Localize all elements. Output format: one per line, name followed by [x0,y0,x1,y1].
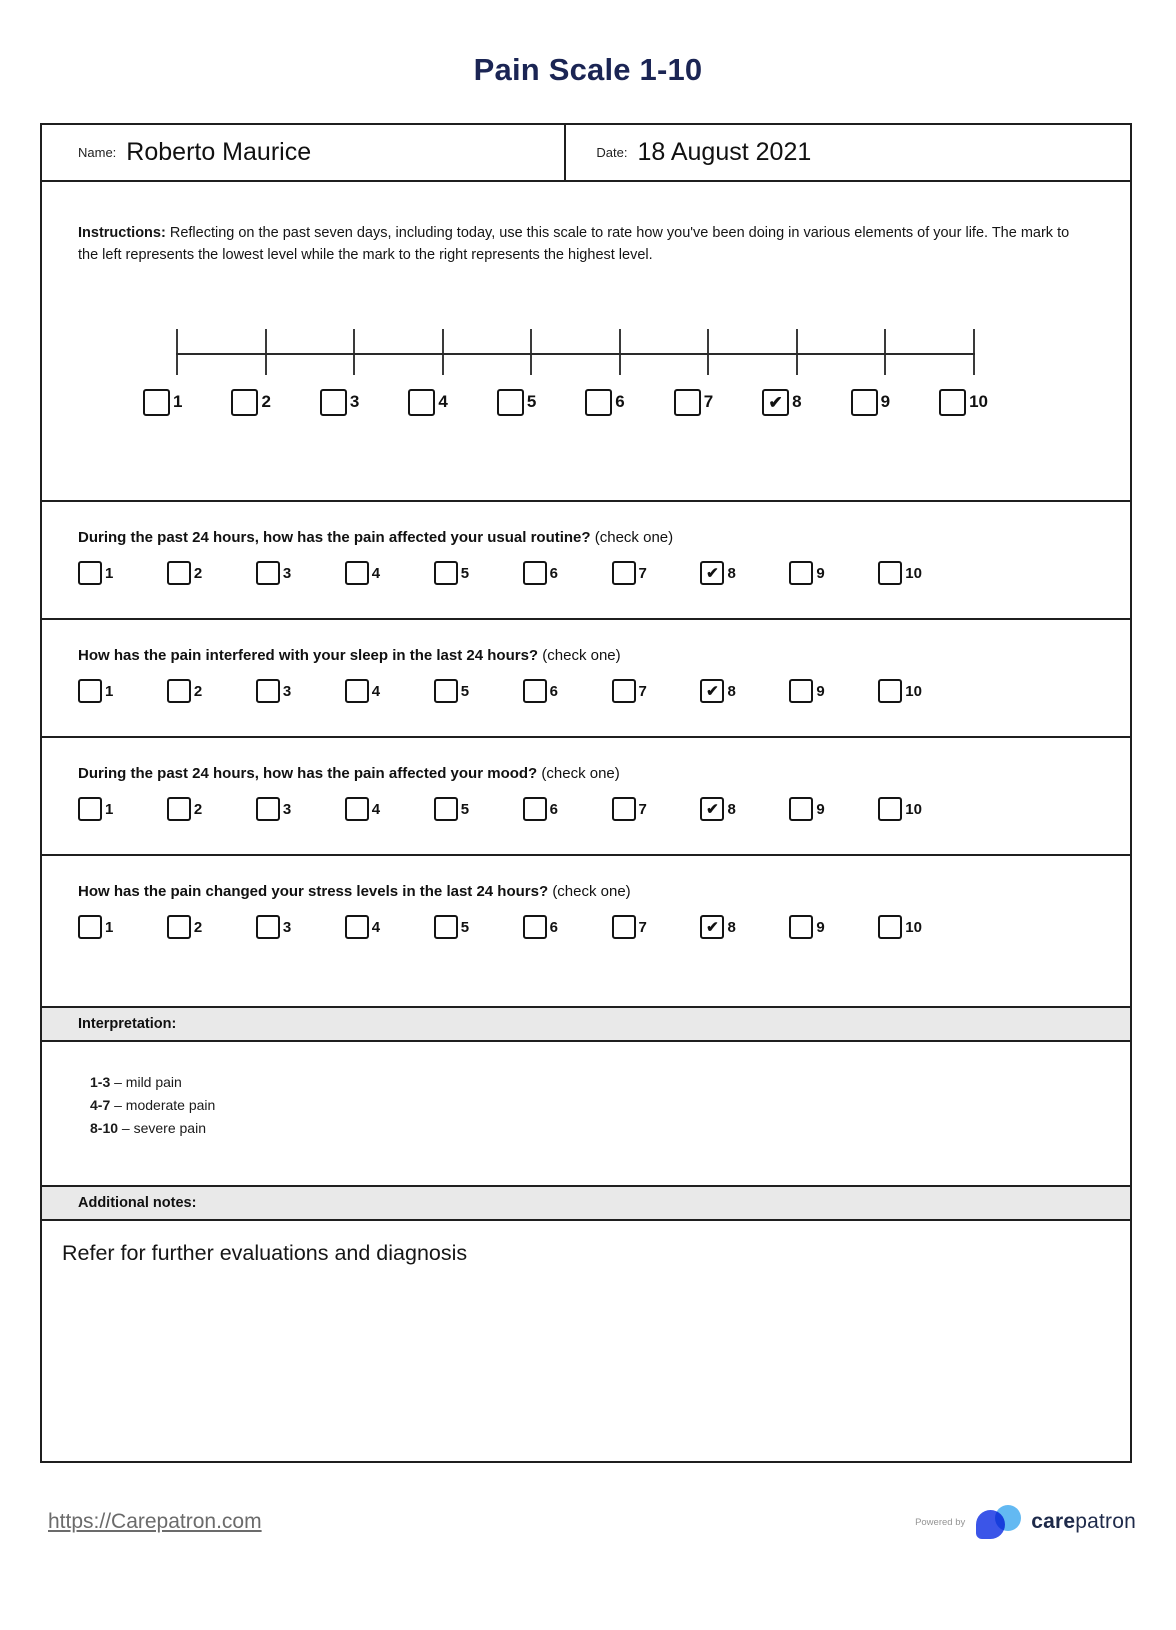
checkbox[interactable] [78,797,102,821]
checkbox[interactable] [939,389,966,416]
pain-option-4[interactable] [345,561,380,585]
form-table [40,123,1132,1463]
pain-option-10[interactable] [878,679,922,703]
checkbox[interactable] [523,915,547,939]
notes-body[interactable] [42,1221,1130,1461]
pain-option-7[interactable] [612,797,647,821]
checkbox[interactable] [789,797,813,821]
instructions-label: Instructions: [78,225,166,241]
checkbox[interactable] [78,561,102,585]
checkbox[interactable] [231,389,258,416]
pain-option-9[interactable] [851,389,890,416]
question-prompt: How has the pain interfered with your sleep in the last 24 hours? (check one) [78,647,621,664]
checkbox[interactable] [878,561,902,585]
pain-option-3[interactable] [256,679,291,703]
checkbox[interactable] [497,389,524,416]
option-label: 9 [816,918,825,936]
option-label: 10 [905,564,922,582]
pain-option-7[interactable] [612,561,647,585]
checkbox[interactable] [612,561,636,585]
question-mood-section [42,738,1130,856]
option-label: 1 [105,564,114,582]
checkbox[interactable] [523,679,547,703]
pain-option-4[interactable] [408,389,447,416]
notes-header: Additional notes: [42,1187,1130,1221]
checkbox[interactable] [789,679,813,703]
checkbox[interactable] [345,679,369,703]
option-label: 3 [282,918,292,936]
question-stress-section [42,856,1130,1008]
pain-option-6[interactable] [523,679,558,703]
pain-option-1[interactable] [78,679,113,703]
pain-option-10[interactable] [939,389,988,416]
option-label: 1 [105,918,114,936]
option-label: 2 [193,800,203,818]
pain-option-6[interactable] [523,797,558,821]
name-field[interactable] [42,125,566,180]
ruler-tick [707,329,709,375]
checkbox-checked[interactable]: ✔ [700,797,724,821]
option-label: 5 [526,392,537,412]
option-label: 4 [371,682,381,700]
checkbox[interactable] [167,797,191,821]
option-label: 8 [727,918,736,936]
checkbox[interactable] [345,915,369,939]
pain-option-7[interactable] [674,389,713,416]
ruler-tick [442,329,444,375]
carepatron-link[interactable]: https://Carepatron.com [48,1510,262,1533]
ruler-tick [796,329,798,375]
pain-option-3[interactable] [256,915,291,939]
pain-scale-options [143,389,988,416]
option-label: 10 [905,682,922,700]
notes-text: Refer for further evaluations and diagnosis [62,1241,468,1265]
pain-option-2[interactable] [167,797,202,821]
interpretation-header: Interpretation: [42,1008,1130,1042]
carepatron-logo-icon [976,1505,1022,1539]
pain-option-2[interactable] [231,389,270,416]
option-label: 4 [371,800,381,818]
option-label: 7 [638,564,647,582]
option-label: 2 [193,682,203,700]
option-label: 3 [282,682,292,700]
option-label: 4 [371,564,381,582]
pain-option-3[interactable] [256,561,291,585]
option-label: 7 [638,682,647,700]
option-label: 10 [905,918,922,936]
checkbox[interactable] [612,679,636,703]
pain-option-1[interactable] [78,915,113,939]
checkbox[interactable] [612,915,636,939]
option-label: 1 [105,682,114,700]
option-label: 7 [703,392,714,412]
pain-option-6[interactable] [523,561,558,585]
checkbox[interactable] [789,915,813,939]
checkbox[interactable] [523,797,547,821]
option-label: 4 [371,918,381,936]
question-sleep-options [78,679,922,703]
option-label: 5 [460,800,470,818]
checkbox[interactable] [434,915,458,939]
option-label: 6 [549,800,558,818]
checkbox[interactable] [256,915,280,939]
option-label: 5 [460,918,470,936]
checkbox[interactable] [143,389,170,416]
option-label: 2 [193,564,203,582]
option-label: 10 [905,800,922,818]
instructions-section [42,182,1130,502]
question-routine-options [78,561,922,585]
date-field[interactable] [566,125,1130,180]
pain-option-8[interactable] [700,915,735,939]
checkbox[interactable] [878,797,902,821]
question-prompt: During the past 24 hours, how has the pain affected your usual routine? (check one) [78,529,674,546]
ruler-tick [353,329,355,375]
page-title: Pain Scale 1-10 [473,52,703,87]
pain-option-2[interactable] [167,679,202,703]
option-label: 1 [173,392,183,412]
powered-by-label: Powered by [915,1516,966,1528]
carepatron-branding [915,1505,1136,1539]
checkbox[interactable] [345,561,369,585]
question-mood-options [78,797,922,821]
checkbox-checked[interactable]: ✔ [700,915,724,939]
pain-scale-ruler [176,329,975,375]
checkbox[interactable] [851,389,878,416]
option-label: 6 [549,564,558,582]
question-prompt: How has the pain changed your stress levels in the last 24 hours? (check one) [78,883,631,900]
option-label: 9 [880,392,891,412]
option-label: 8 [727,682,736,700]
pain-option-5[interactable] [434,561,469,585]
checkbox[interactable] [167,915,191,939]
question-stress-options [78,915,922,939]
pain-option-1[interactable] [78,797,113,821]
pain-option-9[interactable] [789,679,824,703]
checkbox-checked[interactable]: ✔ [700,679,724,703]
checkbox[interactable] [320,389,347,416]
pain-option-7[interactable] [612,679,647,703]
pain-option-2[interactable] [167,915,202,939]
option-label: 3 [282,564,292,582]
option-label: 6 [549,918,558,936]
option-label: 8 [792,392,802,412]
option-label: 2 [193,918,203,936]
option-label: 7 [638,800,647,818]
checkbox[interactable] [167,679,191,703]
checkbox[interactable] [585,389,612,416]
option-label: 6 [615,392,625,412]
checkbox[interactable] [523,561,547,585]
pain-option-5[interactable] [434,679,469,703]
checkbox[interactable] [256,561,280,585]
date-value: 18 August 2021 [637,138,812,166]
ruler-tick [884,329,886,375]
pain-option-4[interactable] [345,915,380,939]
checkbox[interactable] [256,797,280,821]
interpretation-row: 4-7 – moderate pain [90,1097,216,1113]
name-value: Roberto Maurice [126,138,312,166]
checkbox[interactable] [167,561,191,585]
checkbox[interactable] [878,679,902,703]
ruler-tick [619,329,621,375]
pain-option-7[interactable] [612,915,647,939]
pain-option-9[interactable] [789,561,824,585]
pain-option-8[interactable] [700,679,735,703]
checkbox[interactable] [434,561,458,585]
option-label: 8 [727,564,736,582]
pain-option-1[interactable] [143,389,182,416]
date-label: Date: [596,145,628,160]
option-label: 3 [349,392,360,412]
option-label: 9 [816,682,825,700]
ruler-tick [265,329,267,375]
pain-option-10[interactable] [878,561,922,585]
checkbox[interactable] [408,389,435,416]
pain-option-3[interactable] [256,797,291,821]
ruler-tick [530,329,532,375]
carepatron-wordmark: carepatron [1031,1510,1136,1533]
checkbox[interactable] [612,797,636,821]
option-label: 2 [261,392,271,412]
pain-option-8[interactable] [700,797,735,821]
checkbox[interactable] [878,915,902,939]
question-prompt: During the past 24 hours, how has the pain affected your mood? (check one) [78,765,620,782]
checkbox-checked[interactable]: ✔ [700,561,724,585]
interpretation-row: 1-3 – mild pain [90,1074,182,1090]
checkbox[interactable] [434,797,458,821]
option-label: 8 [727,800,736,818]
question-routine-section [42,502,1130,620]
pain-option-3[interactable] [320,389,359,416]
pain-option-6[interactable] [523,915,558,939]
checkbox[interactable] [78,915,102,939]
ruler-tick [176,329,178,375]
pain-option-6[interactable] [585,389,624,416]
option-label: 6 [549,682,558,700]
option-label: 3 [282,800,292,818]
option-label: 7 [638,918,647,936]
option-label: 5 [460,564,470,582]
pain-option-8[interactable] [762,389,801,416]
page-footer [48,1505,1136,1539]
pain-option-1[interactable] [78,561,113,585]
interpretation-body [42,1042,1130,1187]
name-date-row [42,125,1130,182]
pain-option-9[interactable] [789,915,824,939]
option-label: 4 [438,392,448,412]
checkbox[interactable] [674,389,701,416]
instructions-text: Instructions: Reflecting on the past seven days, including today, use this scale to rate how you've been doing in various elements of your life. The mark to the left represents the lowest level while the mark to the right represents the highest level. [78,225,1070,264]
option-label: 10 [969,392,988,412]
interpretation-row: 8-10 – severe pain [90,1120,206,1136]
checkbox[interactable] [789,561,813,585]
pain-option-10[interactable] [878,915,922,939]
option-label: 5 [460,682,470,700]
pain-option-5[interactable] [434,915,469,939]
pain-option-2[interactable] [167,561,202,585]
pain-option-9[interactable] [789,797,824,821]
checkbox[interactable] [256,679,280,703]
logo-light-bubble [995,1505,1021,1531]
pain-option-5[interactable] [497,389,536,416]
option-label: 9 [816,564,825,582]
pain-option-4[interactable] [345,679,380,703]
checkbox-checked[interactable]: ✔ [762,389,789,416]
checkbox[interactable] [345,797,369,821]
ruler-tick [973,329,975,375]
pain-option-4[interactable] [345,797,380,821]
checkbox[interactable] [434,679,458,703]
option-label: 1 [105,800,114,818]
name-label: Name: [78,145,117,160]
option-label: 9 [816,800,825,818]
pain-option-10[interactable] [878,797,922,821]
pain-option-5[interactable] [434,797,469,821]
question-sleep-section [42,620,1130,738]
checkbox[interactable] [78,679,102,703]
pain-option-8[interactable] [700,561,735,585]
